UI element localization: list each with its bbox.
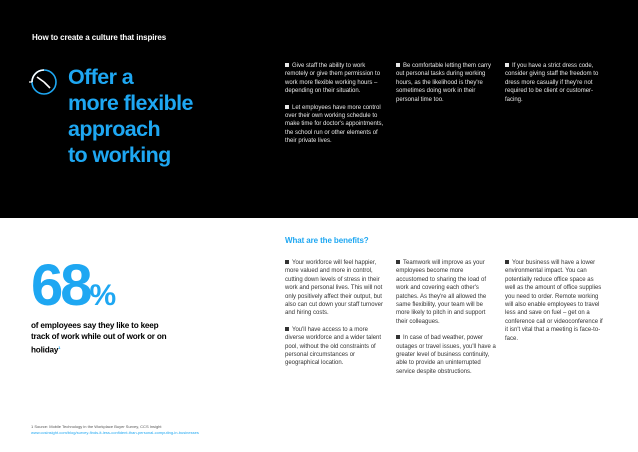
top-paragraph [505, 62, 605, 104]
square-bullet-icon [505, 63, 509, 67]
top-paragraph [285, 62, 385, 96]
benefit-paragraph [396, 334, 496, 376]
clock-icon [28, 66, 60, 98]
footnote-link[interactable]: www.ccsinsight.com/blog/survey-finds-it-less-confident-than-personal-computing-in-businesses [31, 430, 199, 435]
top-column-3 [505, 62, 605, 112]
square-bullet-icon [505, 260, 509, 264]
hero-title [68, 64, 248, 168]
benefits-column-1 [285, 259, 385, 376]
top-column-1 [285, 62, 385, 154]
stat-text: of employees say they like to keep track of work while out of work or on holiday [31, 321, 167, 355]
benefits-column-2 [396, 259, 496, 384]
paragraph-text: Your business will have a lower environmental impact. You can potentially reduce office space as well as the amount of office supplies you need to order. Remote working will also enable employees to travel less and save on fuel – get on a conference call or videoconference if it isn't vital that a meeting is face-to-face. [505, 260, 603, 342]
section-heading: How to create a culture that inspires [32, 33, 167, 42]
hero-title-line: more flexible [68, 91, 193, 115]
square-bullet-icon [285, 63, 289, 67]
benefits-column-3 [505, 259, 605, 351]
footnote-source: 1 Source: Mobile Technology in the Workplace Buyer Survey, CCS Insight [31, 424, 162, 429]
paragraph-text: Let employees have more control over their own working schedule to make time for doctor's appointments, the school run or other elements of their private lives. [285, 104, 384, 145]
square-bullet-icon [396, 335, 400, 339]
hero-title-line: approach [68, 117, 160, 141]
top-column-2 [396, 62, 496, 112]
benefits-heading: What are the benefits? [285, 236, 369, 245]
paragraph-text: Your workforce will feel happier, more valued and more in control, cutting down levels of stress in their work and personal lives. This will not only positively affect their output, but also can cut down your staff turnover and hiring costs. [285, 260, 383, 317]
benefit-paragraph [285, 259, 385, 318]
top-paragraph [285, 104, 385, 146]
benefit-paragraph [505, 259, 605, 343]
paragraph-text: Give staff the ability to work remotely or give them permission to work more flexible working hours – depending on their situation. [285, 63, 381, 95]
paragraph-text: Be comfortable letting them carry out personal tasks during working hours, as the likelihood is they're sometimes doing work in their personal time too. [396, 63, 492, 103]
stat-description [31, 320, 171, 356]
square-bullet-icon [396, 63, 400, 67]
square-bullet-icon [396, 260, 400, 264]
paragraph-text: If you have a strict dress code, consider giving staff the freedom to dress more casually if they're not required to be client or customer-facing. [505, 63, 599, 103]
hero-title-line: to working [68, 143, 171, 167]
square-bullet-icon [285, 327, 289, 331]
paragraph-text: You'll have access to a more diverse workforce and a wider talent pool, without the old constraints of personal circumstances or geographical location. [285, 326, 382, 367]
stat-unit: % [89, 279, 117, 312]
top-paragraph [396, 62, 496, 104]
paragraph-text: Teamwork will improve as your employees become more accustomed to sharing the load of work and covering each other's patches. As they're all allowed the same flexibility, your team will be more likely to pitch in and support their colleagues. [396, 260, 487, 325]
paragraph-text: In case of bad weather, power outages or travel issues, you'll have a greater level of business continuity, able to provide an uninterrupted service despite obstructions. [396, 335, 496, 375]
footnote-ref: 1 [58, 345, 61, 350]
hero-title-line: Offer a [68, 65, 134, 89]
stat-number [31, 253, 117, 326]
stat-value: 68 [31, 253, 90, 318]
footnote [31, 424, 331, 436]
benefit-paragraph [396, 259, 496, 326]
square-bullet-icon [285, 105, 289, 109]
square-bullet-icon [285, 260, 289, 264]
benefit-paragraph [285, 326, 385, 368]
